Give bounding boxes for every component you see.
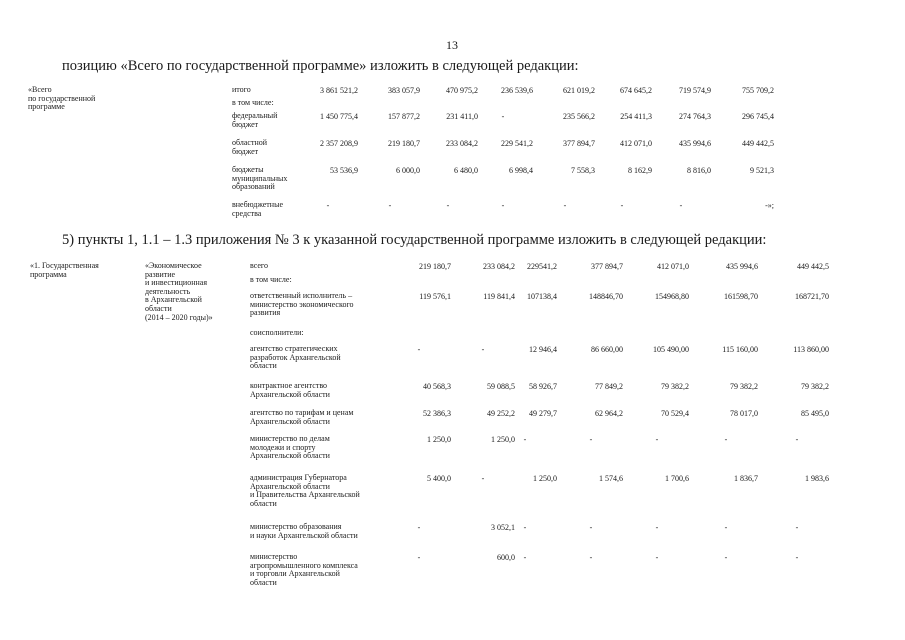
table-cell: -	[724, 435, 728, 444]
table-cell: 274 764,3	[679, 112, 711, 121]
table-cell: -	[388, 201, 392, 210]
row-label-line: в том числе:	[232, 98, 274, 107]
table-cell: -	[481, 345, 485, 354]
row-label-line: муниципальных	[232, 173, 288, 183]
table-cell: -	[501, 201, 505, 210]
row-label	[250, 292, 354, 318]
table-cell: 49 252,2	[487, 409, 515, 418]
row-label-line: развития	[250, 308, 281, 318]
row-label-line: Архангельской области	[250, 481, 330, 491]
row-label-line: агропромышленного комплекса	[250, 560, 358, 570]
row-label	[232, 99, 274, 108]
table-cell: 77 849,2	[595, 382, 623, 391]
row-label-line: министерство	[250, 552, 298, 561]
table-cell: 296 745,4	[742, 112, 774, 121]
table-cell: -	[589, 435, 593, 444]
table-cell: 79 382,2	[801, 382, 829, 391]
row-label-line: контрактное агентство	[250, 381, 328, 390]
table-cell: 719 574,9	[679, 86, 711, 95]
table-cell: 107138,4	[527, 292, 557, 301]
table-cell: 600,0	[497, 553, 515, 562]
table-cell: 154968,80	[655, 292, 689, 301]
row-label-line: бюджет	[232, 119, 259, 129]
table-cell: 219 180,7	[419, 262, 451, 271]
table-cell: 8 162,9	[628, 166, 652, 175]
first-col-line: «Всего	[28, 85, 52, 94]
table-cell: 435 994,6	[726, 262, 758, 271]
row-label-line: образований	[232, 182, 275, 192]
row-label	[250, 553, 358, 587]
table-cell: 78 017,0	[730, 409, 758, 418]
row-label	[250, 329, 304, 338]
table-cell: 8 816,0	[687, 166, 711, 175]
row-label	[232, 112, 277, 129]
table-cell: -	[795, 435, 799, 444]
row-label-line: областной	[232, 138, 268, 147]
table-cell: 383 057,9	[388, 86, 420, 95]
table-cell: 62 964,2	[595, 409, 623, 418]
table-cell: -	[417, 345, 421, 354]
table-cell: -	[326, 201, 330, 210]
row-label	[250, 474, 360, 508]
table-cell: 119 841,4	[483, 292, 515, 301]
table-cell: -	[501, 112, 505, 121]
table-cell: 254 411,3	[620, 112, 652, 121]
table-cell: 52 386,3	[423, 409, 451, 418]
row-label	[250, 382, 330, 399]
row-label-line: средства	[232, 208, 262, 218]
row-label	[250, 276, 292, 285]
table-cell: 233 084,2	[446, 139, 478, 148]
section2-heading: 5) пункты 1, 1.1 – 1.3 приложения № 3 к указанной государственной программе изложить в следующей редакции:	[62, 232, 767, 248]
table-cell: -	[563, 201, 567, 210]
row-label-line: агентство по тарифам и ценам	[250, 408, 354, 417]
row-label-line: внебюджетные	[232, 200, 283, 209]
row-label-line: ответственный исполнитель –	[250, 291, 353, 300]
second-col-line: деятельность	[145, 286, 191, 296]
page-number: 13	[446, 38, 458, 52]
table-cell: 86 660,00	[591, 345, 623, 354]
table-cell: 1 836,7	[734, 474, 758, 483]
table-cell: 1 250,0	[427, 435, 451, 444]
row-label-line: федеральный	[232, 111, 278, 120]
row-label-line: всего	[250, 261, 269, 270]
table-cell: 6 480,0	[454, 166, 478, 175]
table-cell: 6 998,4	[509, 166, 533, 175]
table-cell: 49 279,7	[529, 409, 557, 418]
table-cell: 3 052,1	[491, 523, 515, 532]
row-label-line: Архангельской области	[250, 451, 330, 461]
table-cell: 1 700,6	[665, 474, 689, 483]
table-cell: 9 521,3	[750, 166, 774, 175]
second-col-line: развитие	[145, 269, 176, 279]
row-label-line: министерство экономического	[250, 299, 354, 309]
table-cell: 105 490,00	[653, 345, 689, 354]
table-cell: -	[589, 553, 593, 562]
row-label-line: в том числе:	[250, 275, 292, 284]
table-cell: 161598,70	[724, 292, 758, 301]
row-label-line: министерство по делам	[250, 434, 330, 443]
table-cell: 1 574,6	[599, 474, 623, 483]
table-cell: 59 088,5	[487, 382, 515, 391]
table-cell: -	[446, 201, 450, 210]
table-cell: 1 983,6	[805, 474, 829, 483]
table-cell: 2 357 208,9	[320, 139, 358, 148]
second-col-line: (2014 – 2020 годы)»	[145, 312, 213, 322]
table-cell: 58 926,7	[529, 382, 557, 391]
table-cell: 674 645,2	[620, 86, 652, 95]
table-cell: 236 539,6	[501, 86, 533, 95]
table-cell: 79 382,2	[661, 382, 689, 391]
table-cell: 412 071,0	[620, 139, 652, 148]
first-col-line: «1. Государственная	[30, 261, 99, 270]
row-label-line: молодежи и спорту	[250, 442, 316, 452]
table-cell: 119 576,1	[419, 292, 451, 301]
table-cell: 148846,70	[589, 292, 623, 301]
table-cell: 40 568,3	[423, 382, 451, 391]
table-cell: 229 541,2	[501, 139, 533, 148]
table-cell: 70 529,4	[661, 409, 689, 418]
row-label-line: администрация Губернатора	[250, 473, 347, 482]
table-cell: 435 994,6	[679, 139, 711, 148]
table-cell: 6 000,0	[396, 166, 420, 175]
row-label	[250, 409, 353, 426]
row-label-line: и науки Архангельской области	[250, 530, 358, 540]
row-label-line: и Правительства Архангельской	[250, 490, 360, 500]
table-cell: -	[481, 474, 485, 483]
table-cell: 79 382,2	[730, 382, 758, 391]
second-col-line: «Экономическое	[145, 261, 202, 270]
row-label	[250, 345, 341, 371]
table-cell: -»;	[765, 201, 774, 210]
first-col-line: по государственной	[28, 93, 96, 103]
row-label	[232, 166, 287, 192]
table-cell: 7 558,3	[571, 166, 595, 175]
table-cell: -	[655, 523, 659, 532]
table-cell: 1 250,0	[491, 435, 515, 444]
table-cell: 412 071,0	[657, 262, 689, 271]
section1-heading: позицию «Всего по государственной программе» изложить в следующей редакции:	[62, 58, 579, 74]
table-cell: 449 442,5	[742, 139, 774, 148]
row-label-line: Архангельской области	[250, 389, 330, 399]
table-cell: -	[417, 523, 421, 532]
section2-second-column	[145, 262, 213, 322]
row-label-line: и торговли Архангельской	[250, 569, 340, 579]
table-cell: 115 160,00	[722, 345, 758, 354]
row-label	[250, 435, 330, 461]
table-cell: 377 894,7	[563, 139, 595, 148]
first-col-line: программе	[28, 102, 65, 112]
table-cell: 219 180,7	[388, 139, 420, 148]
table-cell: 449 442,5	[797, 262, 829, 271]
table-cell: -	[679, 201, 683, 210]
row-label-line: министерство образования	[250, 522, 342, 531]
row-label-line: итого	[232, 85, 251, 94]
row-label-line: агентство стратегических	[250, 344, 338, 353]
row-label	[250, 523, 358, 540]
row-label-line: области	[250, 498, 277, 508]
table-cell: 1 250,0	[533, 474, 557, 483]
row-label	[232, 139, 267, 156]
table-cell: -	[795, 553, 799, 562]
second-col-line: области	[145, 303, 172, 313]
row-label	[250, 262, 268, 271]
table-cell: -	[417, 553, 421, 562]
table-cell: 229541,2	[527, 262, 557, 271]
table-cell: 1 450 775,4	[320, 112, 358, 121]
second-col-line: и инвестиционная	[145, 278, 208, 288]
second-col-line: в Архангельской	[145, 295, 202, 305]
first-col-line: программа	[30, 269, 67, 279]
row-label-line: разработок Архангельской	[250, 352, 341, 362]
table-cell: -	[655, 553, 659, 562]
row-label-line: области	[250, 361, 277, 371]
table-cell: -	[655, 435, 659, 444]
table-cell: 470 975,2	[446, 86, 478, 95]
table-cell: 5 400,0	[427, 474, 451, 483]
row-label-line: бюджет	[232, 146, 259, 156]
table-cell: -	[523, 435, 527, 444]
table-cell: 53 536,9	[330, 166, 358, 175]
row-label-line: области	[250, 577, 277, 587]
table-cell: 377 894,7	[591, 262, 623, 271]
row-label-line: Архангельской области	[250, 416, 330, 426]
table-cell: -	[589, 523, 593, 532]
table-cell: 85 495,0	[801, 409, 829, 418]
row-label	[232, 201, 283, 218]
section2-first-column	[30, 262, 99, 279]
table-cell: -	[523, 523, 527, 532]
table-cell: 621 019,2	[563, 86, 595, 95]
table-cell: -	[795, 523, 799, 532]
table-cell: 233 084,2	[483, 262, 515, 271]
table-cell: -	[620, 201, 624, 210]
row-label-line: бюджеты	[232, 165, 264, 174]
table-cell: -	[523, 553, 527, 562]
table-cell: 231 411,0	[446, 112, 478, 121]
table-cell: 755 709,2	[742, 86, 774, 95]
table-cell: -	[724, 553, 728, 562]
table-cell: 12 946,4	[529, 345, 557, 354]
table-cell: 235 566,2	[563, 112, 595, 121]
section1-first-column	[28, 86, 95, 112]
table-cell: 3 861 521,2	[320, 86, 358, 95]
table-cell: 157 877,2	[388, 112, 420, 121]
row-label-line: соисполнители:	[250, 328, 304, 337]
table-cell: -	[724, 523, 728, 532]
row-label	[232, 86, 251, 95]
table-cell: 113 860,00	[793, 345, 829, 354]
table-cell: 168721,70	[795, 292, 829, 301]
